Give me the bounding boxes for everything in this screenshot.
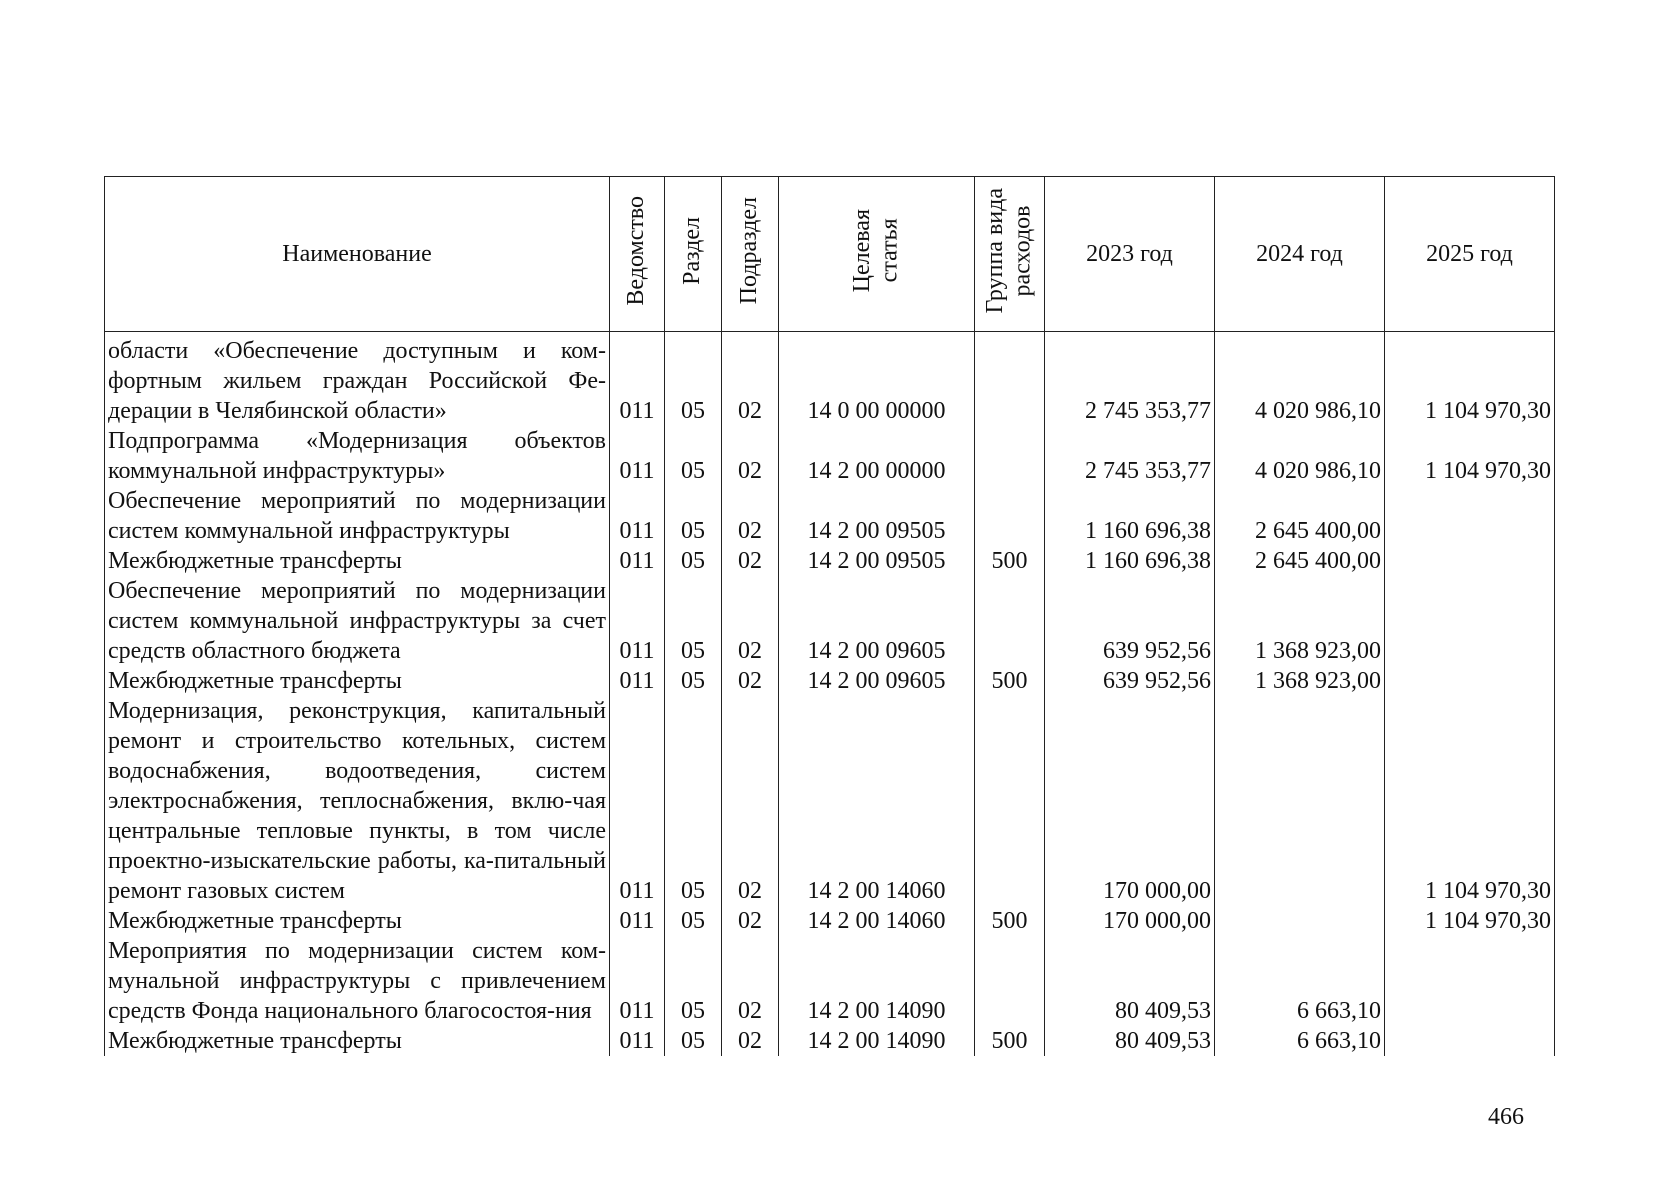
row-target-article: 14 2 00 09605: [779, 576, 975, 666]
row-target-article: 14 2 00 09505: [779, 546, 975, 576]
row-2025: [1385, 486, 1555, 546]
row-section: 05: [665, 546, 722, 576]
row-name: Модернизация, реконструкция, капитальный ремонт и строительство котельных, систем водоснабжения, водоотведения, систем электроснабжения, теплоснабжения, вклю-чая центральные тепловые пункты, в том числе проектно-изыскательские работы, ка-питальный ремонт газовых систем: [105, 696, 610, 906]
header-year-2023-text: 2023 год: [1086, 240, 1173, 267]
table-row: [105, 546, 1555, 576]
row-target-article: 14 0 00 00000: [779, 332, 975, 427]
header-department: [610, 177, 665, 332]
row-expense-group: [975, 426, 1045, 486]
row-department: 011: [610, 936, 665, 1026]
row-subsection: 02: [722, 426, 779, 486]
header-department-text: Ведомство: [623, 195, 650, 306]
row-department: 011: [610, 906, 665, 936]
row-name: Межбюджетные трансферты: [105, 666, 610, 696]
header-year-2023: [1045, 177, 1215, 332]
row-2025: 1 104 970,30: [1385, 426, 1555, 486]
row-2025: [1385, 1026, 1555, 1056]
row-department: 011: [610, 426, 665, 486]
table-row: [105, 1026, 1555, 1056]
row-section: 05: [665, 696, 722, 906]
row-expense-group: 500: [975, 666, 1045, 696]
table-row: [105, 576, 1555, 666]
row-2024: [1215, 696, 1385, 906]
table-row: [105, 486, 1555, 546]
header-target-article-line1: Целевая: [848, 208, 875, 293]
header-year-2024-text: 2024 год: [1256, 240, 1343, 267]
row-section: 05: [665, 576, 722, 666]
header-subsection: [722, 177, 779, 332]
table-row: [105, 666, 1555, 696]
row-2023: 2 745 353,77: [1045, 426, 1215, 486]
table-row: [105, 332, 1555, 427]
row-expense-group: 500: [975, 546, 1045, 576]
row-2023: 170 000,00: [1045, 696, 1215, 906]
row-2024: 1 368 923,00: [1215, 576, 1385, 666]
header-name-text: Наименование: [282, 240, 432, 267]
row-subsection: 02: [722, 696, 779, 906]
row-target-article: 14 2 00 14060: [779, 906, 975, 936]
row-department: 011: [610, 1026, 665, 1056]
table-header-row: [105, 177, 1555, 332]
row-name: Мероприятия по модернизации систем ком-мунальной инфраструктуры с привлечением средств Фонда национального благосостоя-ния: [105, 936, 610, 1026]
row-2024: 1 368 923,00: [1215, 666, 1385, 696]
row-name: Обеспечение мероприятий по модернизации систем коммунальной инфраструктуры за счет средств областного бюджета: [105, 576, 610, 666]
row-2023: 80 409,53: [1045, 936, 1215, 1026]
row-2025: [1385, 936, 1555, 1026]
row-2024: 2 645 400,00: [1215, 486, 1385, 546]
row-expense-group: [975, 486, 1045, 546]
table-row: [105, 936, 1555, 1026]
row-target-article: 14 2 00 09505: [779, 486, 975, 546]
header-year-2024: [1215, 177, 1385, 332]
row-2023: 80 409,53: [1045, 1026, 1215, 1056]
row-name: Межбюджетные трансферты: [105, 546, 610, 576]
header-expense-group: [975, 177, 1045, 332]
row-name: области «Обеспечение доступным и ком-фортным жильем граждан Российской Фе-дерации в Челябинской области»: [105, 332, 610, 427]
row-section: 05: [665, 666, 722, 696]
row-target-article: 14 2 00 14060: [779, 696, 975, 906]
row-name: Межбюджетные трансферты: [105, 1026, 610, 1056]
row-subsection: 02: [722, 546, 779, 576]
row-target-article: 14 2 00 14090: [779, 936, 975, 1026]
row-name: Обеспечение мероприятий по модернизации систем коммунальной инфраструктуры: [105, 486, 610, 546]
row-expense-group: [975, 936, 1045, 1026]
row-expense-group: 500: [975, 1026, 1045, 1056]
row-section: 05: [665, 906, 722, 936]
row-2025: [1385, 576, 1555, 666]
row-department: 011: [610, 576, 665, 666]
page-number: 466: [1488, 1104, 1524, 1130]
row-2025: [1385, 666, 1555, 696]
header-section: [665, 177, 722, 332]
row-2025: 1 104 970,30: [1385, 906, 1555, 936]
row-department: 011: [610, 696, 665, 906]
row-expense-group: 500: [975, 906, 1045, 936]
header-section-text: Раздел: [679, 216, 706, 285]
row-2023: 2 745 353,77: [1045, 332, 1215, 427]
row-expense-group: [975, 332, 1045, 427]
table-row: [105, 426, 1555, 486]
row-subsection: 02: [722, 332, 779, 427]
header-target-article: [779, 177, 975, 332]
row-department: 011: [610, 546, 665, 576]
header-expense-group-line2: расходов: [1009, 205, 1036, 296]
header-year-2025: [1385, 177, 1555, 332]
row-subsection: 02: [722, 936, 779, 1026]
row-2023: 170 000,00: [1045, 906, 1215, 936]
row-2023: 1 160 696,38: [1045, 486, 1215, 546]
row-expense-group: [975, 576, 1045, 666]
header-name: [105, 177, 610, 332]
row-2024: 4 020 986,10: [1215, 332, 1385, 427]
row-subsection: 02: [722, 486, 779, 546]
row-section: 05: [665, 486, 722, 546]
row-section: 05: [665, 332, 722, 427]
row-name: Подпрограмма «Модернизация объектов коммунальной инфраструктуры»: [105, 426, 610, 486]
row-department: 011: [610, 332, 665, 427]
row-target-article: 14 2 00 09605: [779, 666, 975, 696]
row-subsection: 02: [722, 576, 779, 666]
row-2025: 1 104 970,30: [1385, 696, 1555, 906]
row-section: 05: [665, 426, 722, 486]
row-2024: 6 663,10: [1215, 1026, 1385, 1056]
row-department: 011: [610, 486, 665, 546]
table-row: [105, 696, 1555, 906]
budget-table-container: [104, 176, 1554, 1096]
row-2025: [1385, 546, 1555, 576]
row-target-article: 14 2 00 00000: [779, 426, 975, 486]
row-subsection: 02: [722, 666, 779, 696]
row-2023: 639 952,56: [1045, 666, 1215, 696]
header-year-2025-text: 2025 год: [1426, 240, 1513, 267]
row-subsection: 02: [722, 1026, 779, 1056]
row-expense-group: [975, 696, 1045, 906]
header-target-article-line2: статья: [876, 218, 903, 283]
row-subsection: 02: [722, 906, 779, 936]
row-2023: 639 952,56: [1045, 576, 1215, 666]
budget-table: [104, 176, 1555, 1056]
row-2023: 1 160 696,38: [1045, 546, 1215, 576]
row-2024: 6 663,10: [1215, 936, 1385, 1026]
table-row: [105, 906, 1555, 936]
row-section: 05: [665, 1026, 722, 1056]
header-target-article-text: [849, 209, 904, 292]
row-2024: 2 645 400,00: [1215, 546, 1385, 576]
header-expense-group-line1: Группа вида: [981, 187, 1008, 314]
row-section: 05: [665, 936, 722, 1026]
row-target-article: 14 2 00 14090: [779, 1026, 975, 1056]
header-expense-group-text: [982, 188, 1037, 313]
row-name: Межбюджетные трансферты: [105, 906, 610, 936]
row-2025: 1 104 970,30: [1385, 332, 1555, 427]
row-2024: [1215, 906, 1385, 936]
row-department: 011: [610, 666, 665, 696]
header-subsection-text: Подраздел: [736, 196, 763, 305]
row-2024: 4 020 986,10: [1215, 426, 1385, 486]
